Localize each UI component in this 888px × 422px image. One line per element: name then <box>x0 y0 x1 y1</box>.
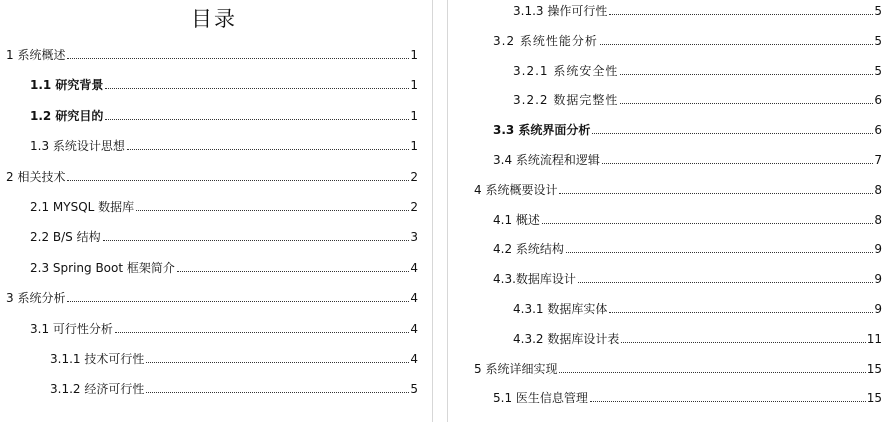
toc-entry-title: 3.2.2 数据完整性 <box>513 93 619 107</box>
toc-entry-title: 1.3 系统设计思想 <box>30 139 125 153</box>
toc-entry[interactable] <box>493 150 882 168</box>
dot-leader <box>146 392 409 393</box>
toc-entry[interactable] <box>513 61 882 79</box>
toc-entry-title: 3.2 系统性能分析 <box>493 34 598 48</box>
toc-page-number: 9 <box>874 272 882 286</box>
right-page <box>452 0 888 422</box>
toc-entry[interactable] <box>6 288 418 306</box>
toc-entry-title: 5.1 医生信息管理 <box>493 391 588 405</box>
toc-page-number: 1 <box>410 139 418 153</box>
toc-entry[interactable] <box>6 45 418 63</box>
toc-page-number: 5 <box>874 34 882 48</box>
toc-entry-title: 2.1 MYSQL 数据库 <box>30 200 135 214</box>
toc-entry-title: 3.1.2 经济可行性 <box>50 382 145 396</box>
toc-page-number: 1 <box>410 109 418 123</box>
toc-page-number: 1 <box>410 78 418 92</box>
toc-page-number: 5 <box>874 64 882 78</box>
toc-title: 目录 <box>191 7 237 31</box>
dot-leader <box>542 223 873 224</box>
dot-leader <box>578 282 873 283</box>
toc-page-number: 9 <box>874 302 882 316</box>
toc-page-number: 3 <box>410 230 418 244</box>
toc-entry[interactable] <box>30 75 418 93</box>
dot-leader <box>559 372 865 373</box>
toc-page-number: 5 <box>874 4 882 18</box>
toc-entry[interactable] <box>30 258 418 276</box>
toc-entry[interactable] <box>474 359 882 377</box>
toc-entry-title: 3.1.1 技术可行性 <box>50 352 145 366</box>
dot-leader <box>67 180 409 181</box>
toc-entry-title: 3.1.3 操作可行性 <box>513 4 608 18</box>
toc-page-number: 4 <box>410 261 418 275</box>
dot-leader <box>620 74 873 75</box>
toc-entry[interactable] <box>513 1 882 19</box>
toc-page-number: 11 <box>866 332 882 346</box>
toc-entry[interactable] <box>474 180 882 198</box>
toc-entry[interactable] <box>50 349 418 367</box>
dot-leader <box>592 133 873 134</box>
toc-entry[interactable] <box>493 388 882 406</box>
toc-entry-title: 4.3.数据库设计 <box>493 272 576 286</box>
toc-entry[interactable] <box>493 210 882 228</box>
toc-entry-title: 2 相关技术 <box>6 170 66 184</box>
toc-page-number: 6 <box>874 93 882 107</box>
toc-entry[interactable] <box>30 136 418 154</box>
toc-entry-title: 4.3.2 数据库设计表 <box>513 332 620 346</box>
dot-leader <box>609 14 873 15</box>
dot-leader <box>103 240 410 241</box>
dot-leader <box>146 362 409 363</box>
toc-entry-title: 4.1 概述 <box>493 213 540 227</box>
dot-leader <box>177 271 409 272</box>
toc-page-number: 1 <box>410 48 418 62</box>
dot-leader <box>590 401 866 402</box>
toc-entry[interactable] <box>30 106 418 124</box>
toc-entry[interactable] <box>30 197 418 215</box>
toc-page-number: 5 <box>410 382 418 396</box>
toc-entry-title: 2.3 Spring Boot 框架简介 <box>30 261 175 275</box>
toc-entry[interactable] <box>6 167 418 185</box>
dot-leader <box>602 163 873 164</box>
toc-entry[interactable] <box>513 299 882 317</box>
toc-entry-title: 4.3.1 数据库实体 <box>513 302 608 316</box>
toc-entry[interactable] <box>493 31 882 49</box>
toc-entry-title: 1 系统概述 <box>6 48 66 62</box>
page-gutter <box>428 0 452 422</box>
dot-leader <box>105 88 409 89</box>
toc-entry-title: 3.4 系统流程和逻辑 <box>493 153 600 167</box>
dot-leader <box>620 103 873 104</box>
toc-entry-title: 4 系统概要设计 <box>474 183 558 197</box>
toc-entry[interactable] <box>513 90 882 108</box>
toc-entry-title: 5 系统详细实现 <box>474 362 558 376</box>
dot-leader <box>67 58 409 59</box>
toc-entry-title: 3 系统分析 <box>6 291 66 305</box>
toc-entry-title: 4.2 系统结构 <box>493 242 564 256</box>
toc-entry-title: 1.2 研究目的 <box>30 109 104 123</box>
dot-leader <box>136 210 409 211</box>
toc-page-number: 7 <box>874 153 882 167</box>
toc-page-number: 15 <box>866 391 882 405</box>
toc-page-number: 6 <box>874 123 882 137</box>
dot-leader <box>127 149 409 150</box>
toc-entry[interactable] <box>50 379 418 397</box>
toc-page-number: 2 <box>410 170 418 184</box>
toc-entry-title: 3.3 系统界面分析 <box>493 123 591 137</box>
dot-leader <box>559 193 873 194</box>
toc-entry[interactable] <box>493 269 882 287</box>
dot-leader <box>621 342 865 343</box>
toc-entry[interactable] <box>30 227 418 245</box>
toc-entry[interactable] <box>493 239 882 257</box>
toc-entry[interactable] <box>493 120 882 138</box>
toc-page-number: 15 <box>866 362 882 376</box>
dot-leader <box>105 119 409 120</box>
dot-leader <box>115 332 409 333</box>
toc-entry[interactable] <box>30 319 418 337</box>
dot-leader <box>67 301 409 302</box>
toc-page-number: 9 <box>874 242 882 256</box>
dot-leader <box>600 44 873 45</box>
toc-page-number: 4 <box>410 352 418 366</box>
toc-page-number: 8 <box>874 213 882 227</box>
left-page <box>0 0 428 422</box>
toc-page-number: 2 <box>410 200 418 214</box>
toc-page-number: 4 <box>410 322 418 336</box>
dot-leader <box>609 312 873 313</box>
toc-entry-title: 2.2 B/S 结构 <box>30 230 101 244</box>
toc-entry-title: 1.1 研究背景 <box>30 78 104 92</box>
dot-leader <box>566 252 873 253</box>
toc-page-number: 8 <box>874 183 882 197</box>
toc-entry-title: 3.2.1 系统安全性 <box>513 64 619 78</box>
toc-entry-title: 3.1 可行性分析 <box>30 322 113 336</box>
toc-entry[interactable] <box>513 329 882 347</box>
toc-page-number: 4 <box>410 291 418 305</box>
